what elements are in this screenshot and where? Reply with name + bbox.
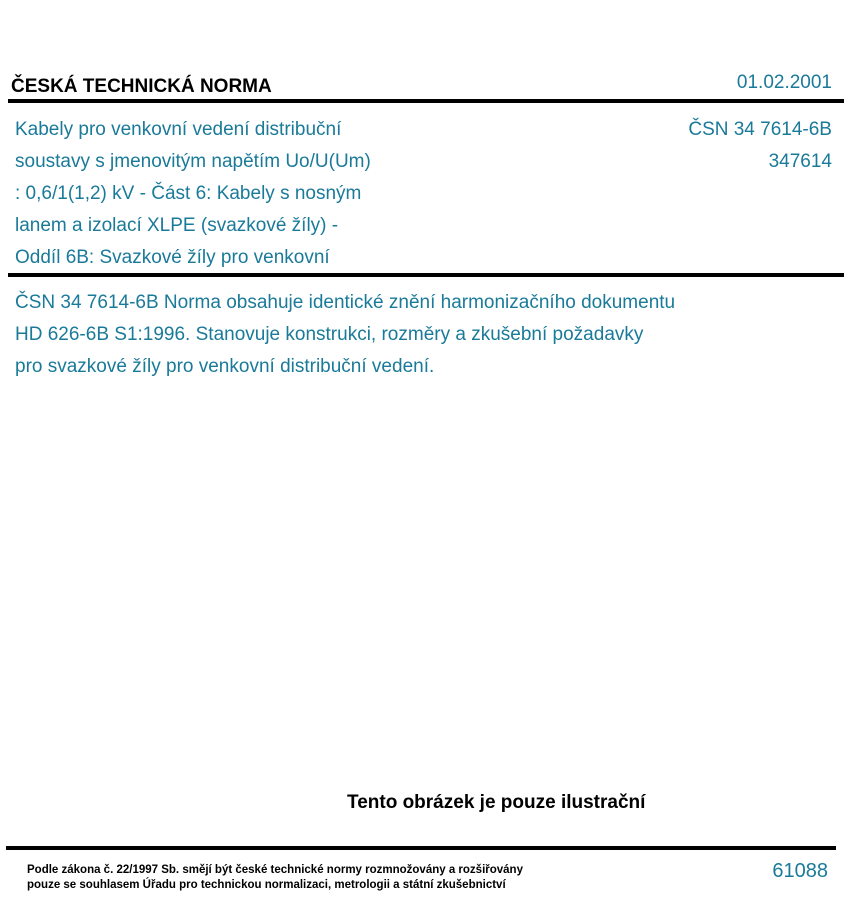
abstract-line: pro svazkové žíly pro venkovní distribuční vedení. xyxy=(15,356,435,377)
standard-designation: ČSN 34 7614-6B xyxy=(688,119,832,140)
publication-date: 01.02.2001 xyxy=(736,72,832,93)
standard-title-line: soustavy s jmenovitým napětím Uo/U(Um) xyxy=(15,151,371,172)
illustration-note: Tento obrázek je pouze ilustrační xyxy=(347,792,646,813)
document-type-title: ČESKÁ TECHNICKÁ NORMA xyxy=(11,76,272,97)
legal-notice-line: pouze se souhlasem Úřadu pro technickou normalizaci, metrologii a státní zkušebnictví xyxy=(27,879,506,891)
standard-title-line: lanem a izolací XLPE (svazkové žíly) - xyxy=(15,215,339,236)
footer-divider xyxy=(6,846,836,850)
abstract-line: ČSN 34 7614-6B Norma obsahuje identické znění harmonizačního dokumentu xyxy=(15,292,676,313)
abstract xyxy=(15,287,795,383)
standard-title xyxy=(15,114,455,274)
standard-codes xyxy=(688,114,832,178)
legal-notice xyxy=(27,863,523,893)
abstract-line: HD 626-6B S1:1996. Stanovuje konstrukci, rozměry a zkušební požadavky xyxy=(15,324,644,345)
title-divider xyxy=(8,273,844,277)
catalog-number: 61088 xyxy=(772,860,828,882)
legal-notice-line: Podle zákona č. 22/1997 Sb. smějí být české technické normy rozmnožovány a rozšiřovány xyxy=(27,864,523,876)
classification-code: 347614 xyxy=(768,151,832,172)
standard-title-line: Kabely pro venkovní vedení distribuční xyxy=(15,119,342,140)
standard-title-line: Oddíl 6B: Svazkové žíly pro venkovní xyxy=(15,247,330,268)
standard-title-line: : 0,6/1(1,2) kV - Část 6: Kabely s nosným xyxy=(15,183,362,204)
header-divider xyxy=(8,99,844,103)
